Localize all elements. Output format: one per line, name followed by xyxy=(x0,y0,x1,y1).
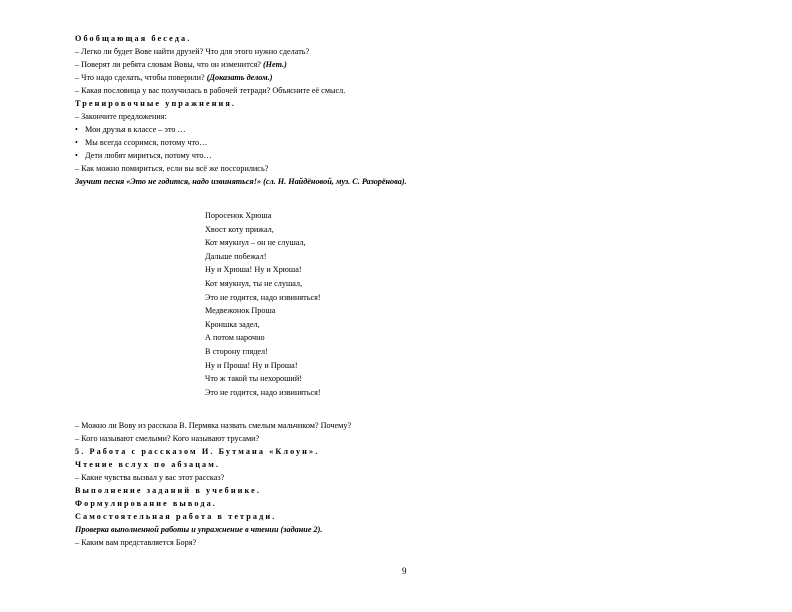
lyric-line: Кот мяукнул, ты не слушал, xyxy=(205,278,303,288)
heading-discussion: Обобщающая беседа. xyxy=(75,34,192,43)
lyric-line: Кот мяукнул – он не слушал, xyxy=(205,238,306,248)
heading-tasks: Выполнение заданий в учебнике. xyxy=(75,486,261,495)
question-line: – Как можно помириться, если вы всё же поссорились? xyxy=(75,164,269,173)
question-line: – Что надо сделать, чтобы поверили? (Доказать делом.) xyxy=(75,73,273,82)
song-note: Звучит песня «Это не годится, надо извиняться!» (сл. Н. Найдёновой, муз. С. Разорёнова). xyxy=(75,177,407,186)
question-line: – Каким вам представляется Боря? xyxy=(75,538,197,547)
answer-italic: (Доказать делом.) xyxy=(206,73,273,82)
lyric-line: В сторону глядел! xyxy=(205,346,268,356)
song-lyrics xyxy=(205,209,445,399)
heading-work: Работа с рассказом xyxy=(89,447,198,456)
lyric-line: Кроншка задел, xyxy=(205,319,260,329)
bullet-item: • Мы всегда ссоримся, потому что… xyxy=(75,138,208,147)
work-line: 5. Работа с рассказом И. Бутмана «Клоун». xyxy=(75,447,320,456)
question-line: – Поверят ли ребята словам Вовы, что он изменится? (Нет.) xyxy=(75,60,287,69)
bullet-icon: • xyxy=(75,125,78,134)
bullet-item: • Дети любят мириться, потому что… xyxy=(75,151,212,160)
question-line: – Можно ли Вову из рассказа В. Пермяка назвать смелым мальчиком? Почему? xyxy=(75,421,352,430)
instruction-line: – Закончите предложения: xyxy=(75,112,167,121)
lyric-line: Ну и Проша! Ну и Проша! xyxy=(205,360,298,370)
question-line: – Легко ли будет Вове найти друзей? Что для этого нужно сделать? xyxy=(75,47,310,56)
lyric-line: Ну и Хрюша! Ну и Хрюша! xyxy=(205,265,302,275)
page-number: 9 xyxy=(402,566,407,576)
lyric-line: Поросенок Хрюша xyxy=(205,211,272,220)
lyric-line: Это не годится, надо извиняться! xyxy=(205,292,321,302)
question-line: – Какая пословица у вас получилась в рабочей тетради? Объясните её смысл. xyxy=(75,86,346,95)
lyric-line: Что ж такой ты нехороший! xyxy=(205,374,302,384)
question-line: – Кого называют смелыми? Кого называют трусами? xyxy=(75,434,260,443)
lesson-text-top xyxy=(75,32,635,188)
heading-independent: Самостоятельная работа xyxy=(75,512,214,521)
lesson-text-bottom xyxy=(75,419,635,549)
lyric-line: Дальше побежал! xyxy=(205,251,267,261)
independent-line: Самостоятельная работа в тетради. xyxy=(75,512,277,521)
heading-reading: Чтение вслух по абзацам. xyxy=(75,460,221,469)
bullet-icon: • xyxy=(75,138,78,147)
question-line: – Какие чувства вызвал у вас этот рассказ? xyxy=(75,473,225,482)
bullet-icon: • xyxy=(75,151,78,160)
heading-exercises: Тренировочные упражнения. xyxy=(75,99,237,108)
answer-italic: (Нет.) xyxy=(262,60,287,69)
lyric-line: А потом нарочно xyxy=(205,333,265,343)
bullet-item: • Мои друзья в классе – это … xyxy=(75,125,186,134)
lyric-line: Это не годится, надо извиняться! xyxy=(205,387,321,397)
lyric-line: Медвежонок Проша xyxy=(205,306,276,316)
heading-conclusion: Формулирование вывода. xyxy=(75,499,217,508)
lyric-line: Хвост коту прижал, xyxy=(205,224,274,234)
check-note: Проверка выполненной работы и упражнение в чтении (задание 2). xyxy=(75,525,323,534)
